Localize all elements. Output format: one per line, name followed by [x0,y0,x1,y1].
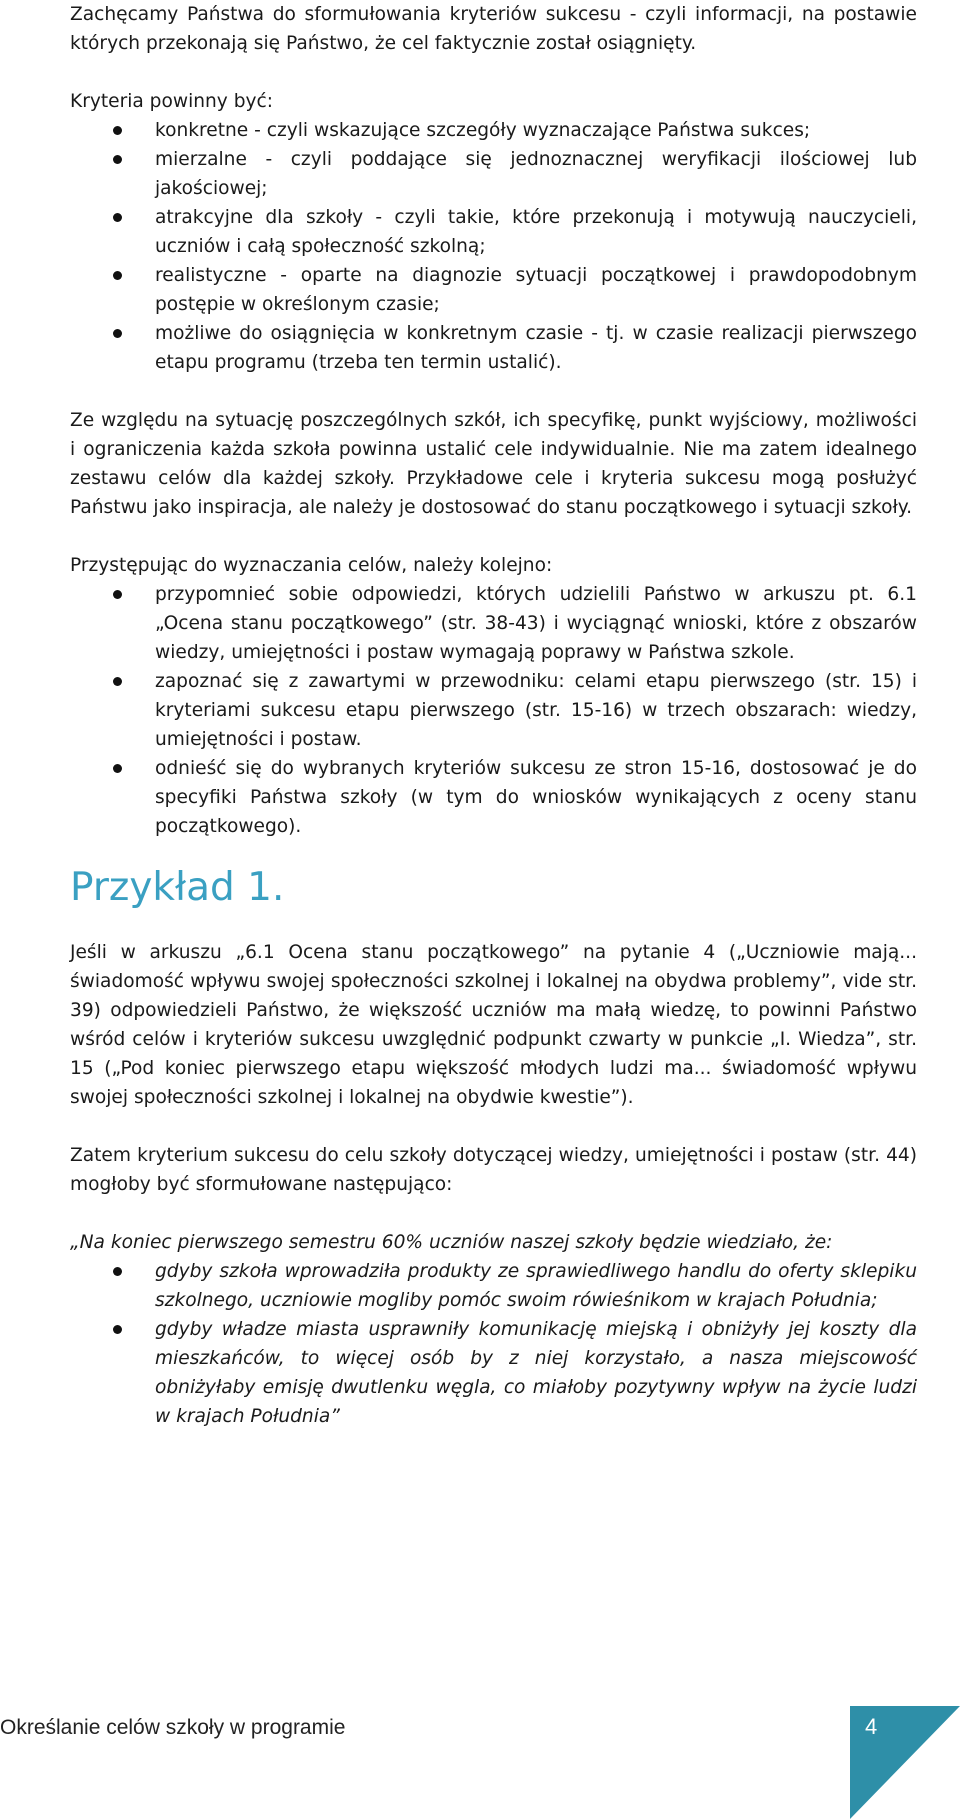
steps-list [70,580,917,841]
example-heading: Przykład 1. [70,865,285,910]
footer-title: Określanie celów szkoły w programie [0,1716,346,1739]
list-item: mierzalne - czyli poddające się jednoznacznej weryfikacji ilościowej lub jakościowej; [70,145,917,203]
example-paragraph: Jeśli w arkuszu „6.1 Ocena stanu początkowego” na pytanie 4 („Uczniowie mają... świadomość wpływu swojej społeczności szkolnej i lokalnej na obydwa problemy”, vide str. 39) odpowiedzieli Państwo, że większość uczniów ma małą wiedzę, to powinni Państwo wśród celów i kryteriów sukcesu uwzględnić podpunkt czwarty w punkcie „I. Wiedza”, str. 15 („Pod koniec pierwszego etapu większość młodych ludzi ma... świadomość wpływu swojej społeczności szkolnej i lokalnej na obydwie kwestie”). [70,942,917,1108]
list-item: odnieść się do wybranych kryteriów sukcesu ze stron 15-16, dostosować je do specyfiki Państwa szkoły (w tym do wniosków wynikających z oceny stanu początkowego). [70,754,917,841]
criterion-paragraph: Zatem kryterium sukcesu do celu szkoły dotyczącej wiedzy, umiejętności i postaw (str. 44) mogłoby być sformułowane następująco: [70,1145,917,1195]
quote-list [70,1257,917,1431]
document-body [70,0,917,1431]
intro-paragraph: Zachęcamy Państwa do sformułowania kryteriów sukcesu - czyli informacji, na postawie których przekonają się Państwo, że cel faktycznie został osiągnięty. [70,4,917,54]
list-item: realistyczne - oparte na diagnozie sytuacji początkowej i prawdopodobnym postępie w określonym czasie; [70,261,917,319]
list-item: zapoznać się z zawartymi w przewodniku: celami etapu pierwszego (str. 15) i kryteriami sukcesu etapu pierwszego (str. 15-16) w trzech obszarach: wiedzy, umiejętności i postaw. [70,667,917,754]
page-number: 4 [865,1714,878,1739]
list-item: atrakcyjne dla szkoły - czyli takie, które przekonują i motywują nauczycieli, uczniów i całą społeczność szkolną; [70,203,917,261]
list-item: gdyby władze miasta usprawniły komunikację miejską i obniżyły jej koszty dla mieszkańców, to więcej osób by z niej korzystało, a nasza miejscowość obniżyłaby emisję dwutlenku węgla, co miałoby pozytywny wpływ na życie ludzi w krajach Południa” [70,1315,917,1431]
criteria-intro: Kryteria powinny być: [70,91,274,112]
individual-goals-paragraph: Ze względu na sytuację poszczególnych szkół, ich specyfikę, punkt wyjściowy, możliwości i ograniczenia każda szkoła powinna ustalić cele indywidualnie. Nie ma zatem idealnego zestawu celów dla każdej szkoły. Przykładowe cele i kryteria sukcesu mogą posłużyć Państwu jako inspiracja, ale należy je dostosować do stanu początkowego i sytuacji szkoły. [70,410,917,518]
list-item: przypomnieć sobie odpowiedzi, których udzielili Państwo w arkuszu pt. 6.1 „Ocena stanu początkowego” (str. 38-43) i wyciągnąć wnioski, które z obszarów wiedzy, umiejętności i postaw wymagają poprawy w Państwa szkole. [70,580,917,667]
quote-intro: „Na koniec pierwszego semestru 60% uczniów naszej szkoły będzie wiedziało, że: [70,1232,833,1253]
list-item: możliwe do osiągnięcia w konkretnym czasie - tj. w czasie realizacji pierwszego etapu programu (trzeba ten termin ustalić). [70,319,917,377]
list-item: gdyby szkoła wprowadziła produkty ze sprawiedliwego handlu do oferty sklepiku szkolnego, uczniowie mogliby pomóc swoim rówieśnikom w krajach Południa; [70,1257,917,1315]
criteria-list [70,116,917,377]
steps-intro: Przystępując do wyznaczania celów, należy kolejno: [70,555,553,576]
list-item: konkretne - czyli wskazujące szczegóły wyznaczające Państwa sukces; [70,116,917,145]
